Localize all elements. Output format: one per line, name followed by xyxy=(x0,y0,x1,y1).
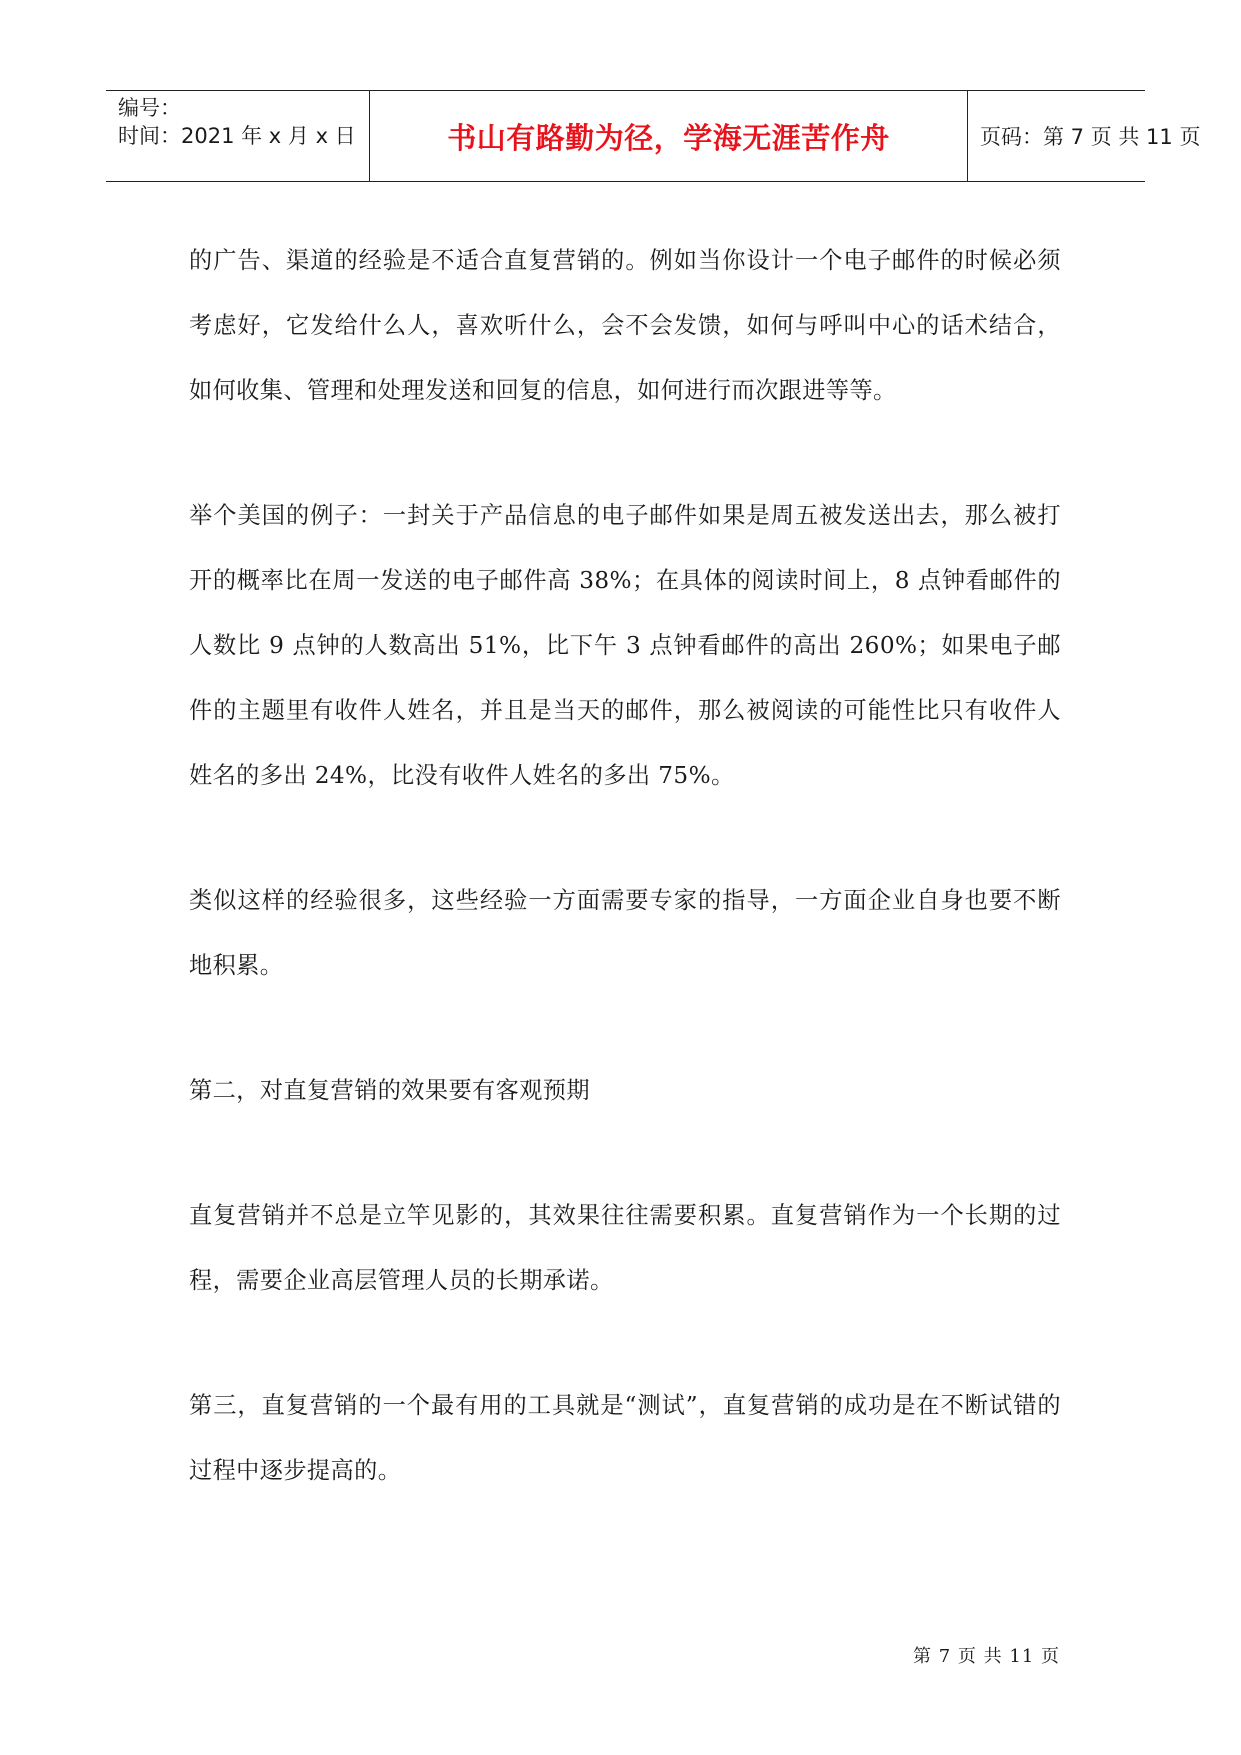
serial-number-label: 编号： xyxy=(118,96,181,120)
header-motto: 书山有路勤为径，学海无涯苦作舟 xyxy=(447,120,890,155)
page-header xyxy=(106,90,1201,182)
header-page-number: 页码：第 7 页 共 11 页 xyxy=(980,125,1201,149)
paragraph: 的广告、渠道的经验是不适合直复营销的。例如当你设计一个电子邮件的时候必须考虑好，它发给什么人，喜欢听什么，会不会发馈，如何与呼叫中心的话术结合，如何收集、管理和处理发送和回复的信息，如何进行而次跟进等等。 xyxy=(189,247,1061,404)
paragraph-spacer xyxy=(189,1123,1061,1183)
paragraph-spacer xyxy=(189,808,1061,868)
page-footer: 第 7 页 共 11 页 xyxy=(913,1646,1060,1667)
paragraph: 类似这样的经验很多，这些经验一方面需要专家的指导，一方面企业自身也要不断地积累。 xyxy=(189,887,1061,979)
paragraph-spacer xyxy=(189,423,1061,483)
header-page-cell xyxy=(968,91,1201,181)
paragraph: 直复营销并不总是立竿见影的，其效果往往需要积累。直复营销作为一个长期的过程，需要企业高层管理人员的长期承诺。 xyxy=(189,1202,1061,1294)
paragraph-spacer xyxy=(189,998,1061,1058)
document-body xyxy=(189,228,1061,1503)
header-motto-cell xyxy=(370,91,968,181)
section-heading: 第二，对直复营销的效果要有客观预期 xyxy=(189,1077,590,1104)
paragraph-spacer xyxy=(189,1313,1061,1373)
paragraph: 第三，直复营销的一个最有用的工具就是“测试”，直复营销的成功是在不断试错的过程中逐步提高的。 xyxy=(189,1392,1061,1484)
header-meta-cell xyxy=(106,91,370,181)
date-label: 时间：2021 年 x 月 x 日 xyxy=(118,124,356,148)
paragraph: 举个美国的例子：一封关于产品信息的电子邮件如果是周五被发送出去，那么被打开的概率比在周一发送的电子邮件高 38%；在具体的阅读时间上，8 点钟看邮件的人数比 9 点钟的人数高出 51%，比下午 3 点钟看邮件的高出 260%；如果电子邮件的主题里有收件人姓名，并且是当天的邮件，那么被阅读的可能性比只有收件人姓名的多出 24%，比没有收件人姓名的多出 75%。 xyxy=(189,502,1061,789)
